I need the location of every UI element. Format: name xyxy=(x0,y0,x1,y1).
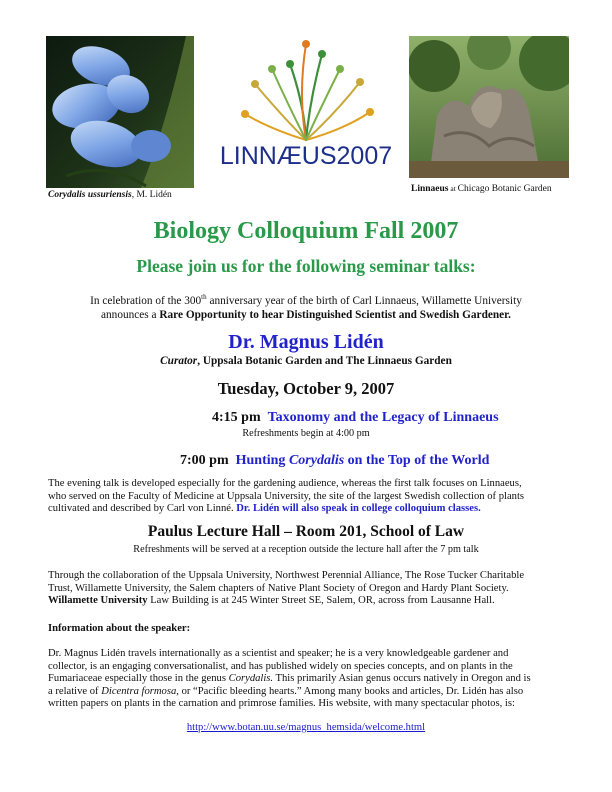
evening-line1: The evening talk is developed especially for the gardening audience, whereas the first talk focuses on Linnaeus, xyxy=(48,478,522,489)
caption-at: at xyxy=(448,184,458,193)
intro-sup: th xyxy=(201,293,207,301)
collab-line3-bold: Willamette University xyxy=(48,595,148,607)
caption-author: , M. Lidén xyxy=(131,190,172,200)
speaker-name: Dr. Magnus Lidén xyxy=(228,331,384,353)
intro-line2a: announces a xyxy=(101,309,160,322)
caption-name: Linnaeus xyxy=(411,184,449,194)
statue-illustration xyxy=(409,36,569,178)
website-link[interactable]: http://www.botan.uu.se/magnus_hemsida/welcome.html xyxy=(186,722,426,733)
evening-line2: who served on the Faculty of Medicine at Uppsala University, the site of the largest Swedish collection of plants xyxy=(48,490,525,502)
about-line4-italic: Dicentra formosa xyxy=(101,685,177,697)
talk-1-time: 4:15 pm xyxy=(212,410,261,425)
talk-2-title-italic: Corydalis xyxy=(288,453,345,468)
talk-2-title xyxy=(236,453,490,468)
intro-paragraph xyxy=(0,290,612,323)
about-paragraph xyxy=(48,648,588,711)
talk-2 xyxy=(180,453,489,469)
collab-line2: Trust, Willamette University, the Salem chapters of Native Plant Society of Oregon and Hardy Plant Society. xyxy=(48,582,509,594)
speaker-role: Curator xyxy=(160,355,198,367)
speaker-affiliation xyxy=(0,355,612,367)
talk-1 xyxy=(212,410,499,426)
about-heading: Information about the speaker: xyxy=(48,623,191,634)
intro-line1a: In celebration of the 300 xyxy=(90,294,202,307)
caption-place: Chicago Botanic Garden xyxy=(457,184,552,194)
event-date: Tuesday, October 9, 2007 xyxy=(217,379,395,398)
collab-line1: Through the collaboration of the Uppsala University, Northwest Perennial Alliance, The Rose Tucker Charitable xyxy=(48,570,525,581)
talk-2-time: 7:00 pm xyxy=(180,453,229,468)
linnaea-flower-logo xyxy=(210,34,402,144)
left-photo-caption xyxy=(48,190,218,201)
venue-name: Paulus Lecture Hall – Room 201, School of Law xyxy=(147,523,465,540)
page-title: Biology Colloquium Fall 2007 xyxy=(153,218,459,244)
intro-line2-bold: Rare Opportunity to hear Distinguished Scientist and Swedish Gardener. xyxy=(159,309,511,322)
linnaeus-logo xyxy=(210,34,402,174)
about-line1: Dr. Magnus Lidén travels internationally as a scientist and speaker; he is a very knowledgeable gardener and xyxy=(48,648,509,659)
talk-1-title: Taxonomy and the Legacy of Linnaeus xyxy=(267,410,499,425)
caption-species: Corydalis ussuriensis xyxy=(48,190,132,200)
corydalis-photo xyxy=(46,36,194,188)
about-line3a: Fumariaceae especially those in the genus xyxy=(48,673,229,685)
website-link-row xyxy=(0,722,612,735)
about-line3-italic: Corydalis. xyxy=(228,673,274,685)
intro-line1b: anniversary year of the birth of Carl Linnaeus, Willamette University xyxy=(206,294,522,307)
collab-line3-rest: Law Building is at 245 Winter Street SE, Salem, OR, across from Lausanne Hall. xyxy=(147,595,495,607)
about-line3b: This primarily Asian genus occurs natively in Oregon and is xyxy=(273,673,531,685)
venue-note: Refreshments will be served at a reception outside the lecture hall after the 7 pm talk xyxy=(133,544,479,555)
right-photo-caption xyxy=(411,183,591,195)
talk-2-title-a: Hunting xyxy=(235,453,289,468)
about-line4a: a relative of xyxy=(48,685,102,697)
talk-2-title-b: on the Top of the World xyxy=(344,453,490,468)
corydalis-illustration xyxy=(46,36,194,188)
evening-line3a: cultivated and described by Carl von Linné. xyxy=(48,503,237,515)
collaboration-paragraph xyxy=(48,570,588,608)
logo-wordmark: LINNÆUS2007 xyxy=(219,142,393,170)
about-line2: collector, is an engaging conversationalist, and has published widely on species concepts, and on plants in the xyxy=(48,660,513,672)
speaker-org: , Uppsala Botanic Garden and The Linnaeus Garden xyxy=(197,355,452,367)
evening-paragraph xyxy=(48,478,588,516)
about-line4b: , or “Pacific bleeding hearts.” Among many books and articles, Dr. Lidén has also xyxy=(176,685,524,697)
evening-line3-blue: Dr. Lidén will also speak in college colloquium classes. xyxy=(236,503,481,515)
talk-1-note: Refreshments begin at 4:00 pm xyxy=(242,428,370,439)
linnaeus-statue-photo xyxy=(409,36,569,178)
page-subtitle: Please join us for the following seminar talks: xyxy=(136,256,476,276)
about-line5: written papers on plants in the carnation and primrose families. His website, with many spectacular photos, is: xyxy=(48,698,515,710)
